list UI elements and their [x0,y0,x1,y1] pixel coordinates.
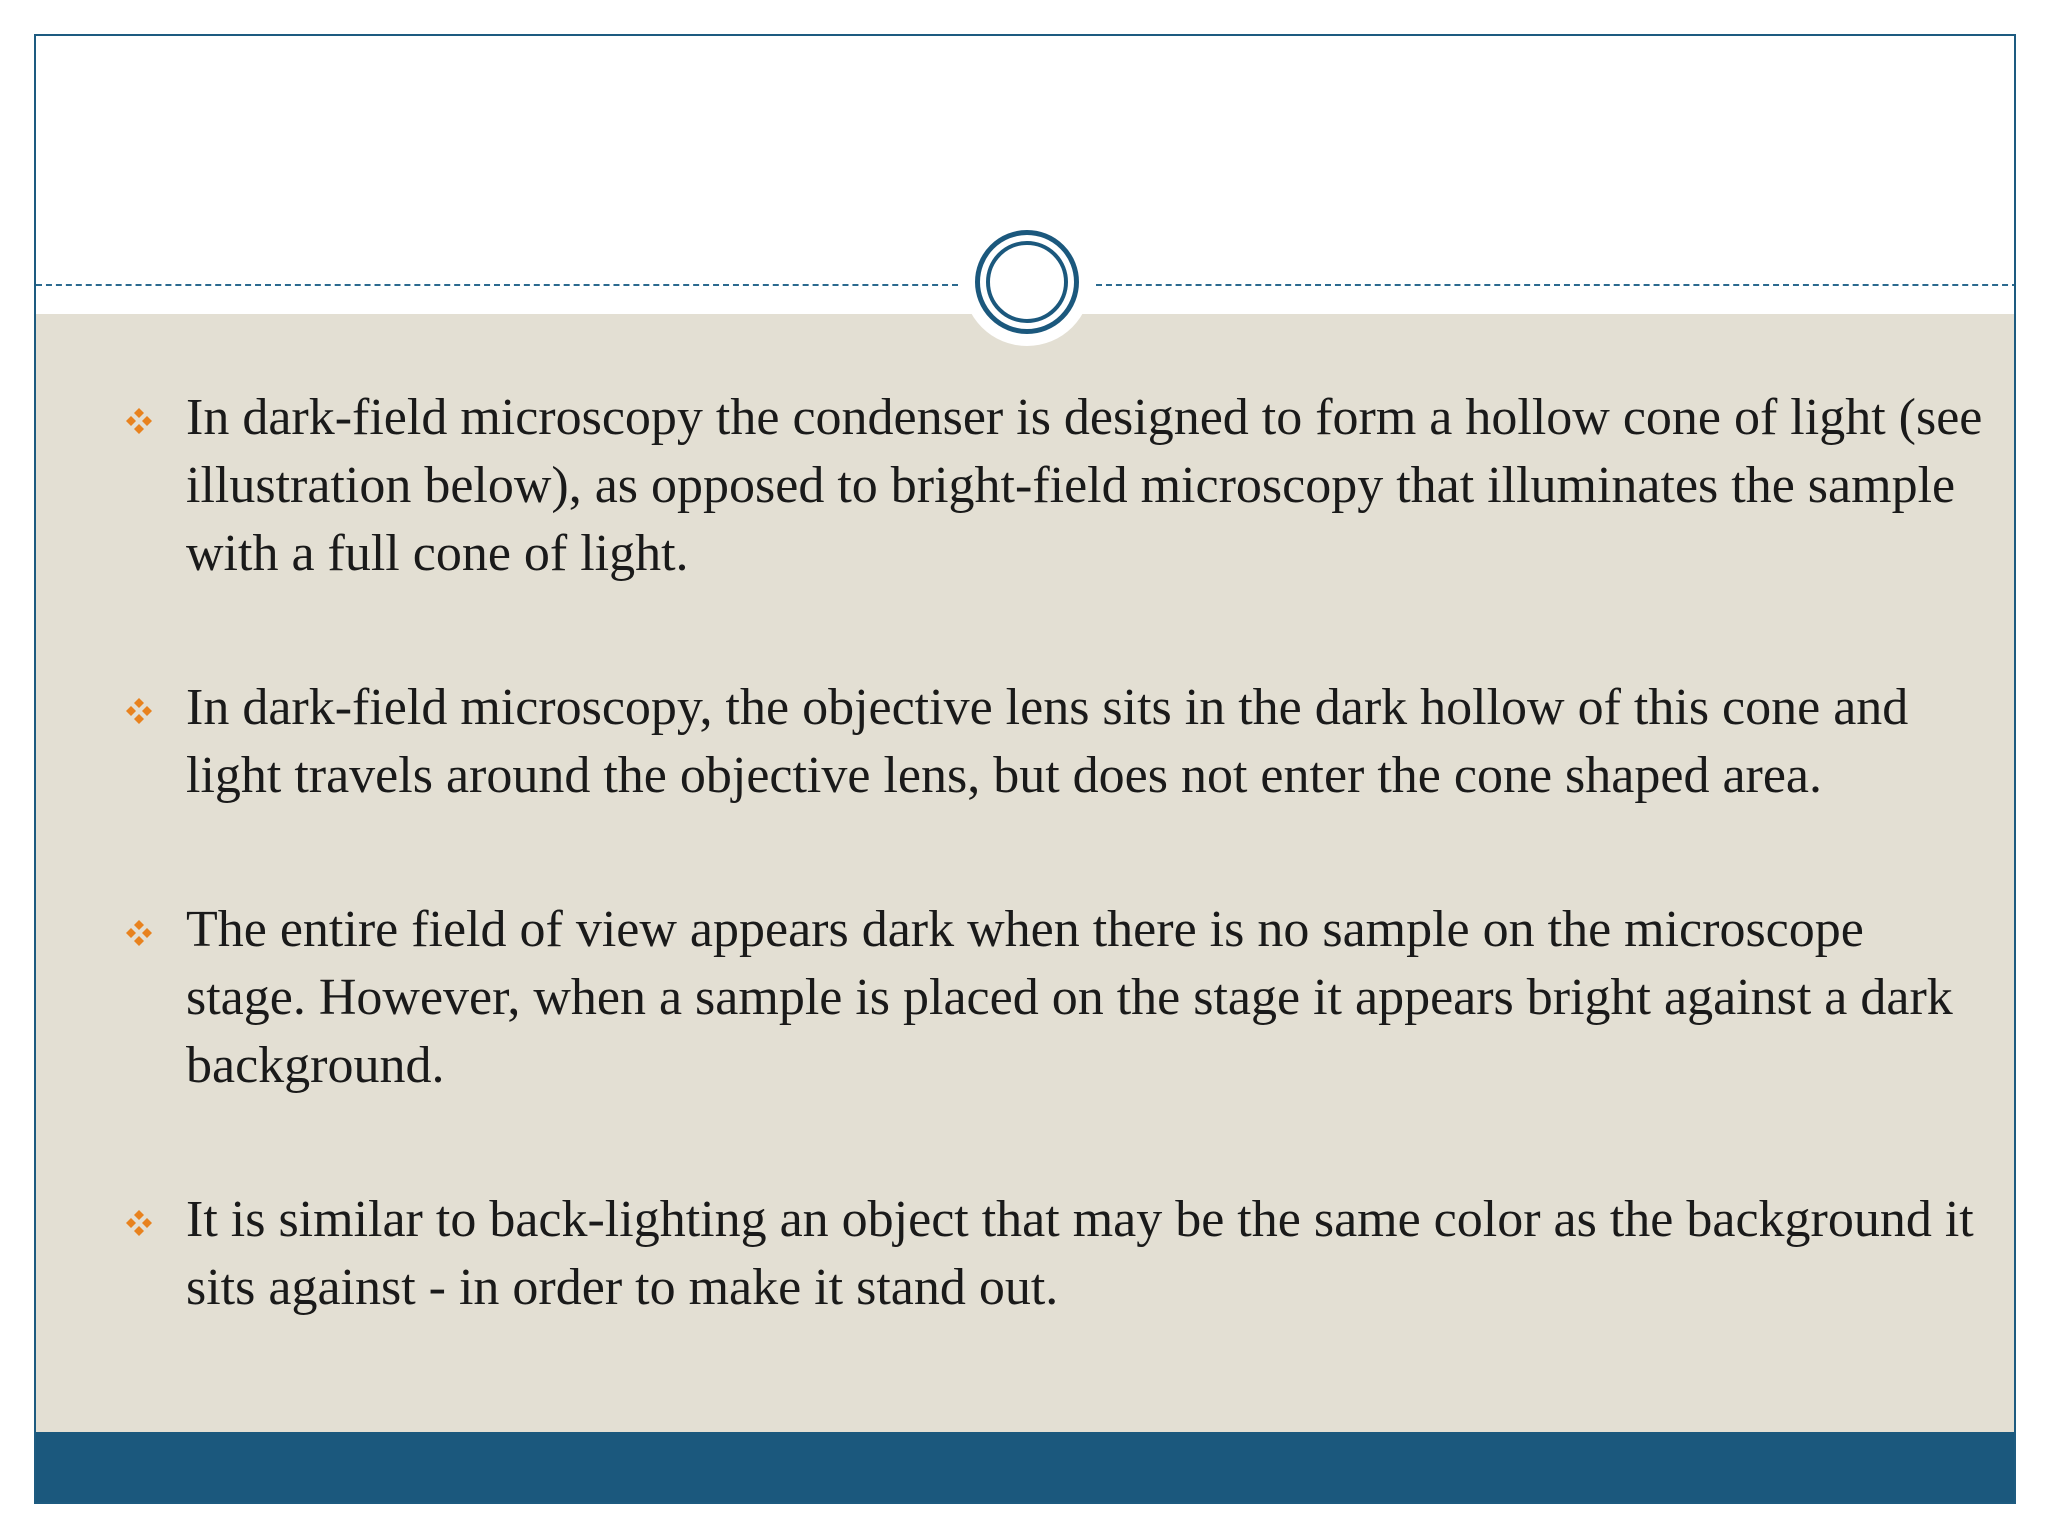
diamond-bullet-icon [124,406,154,436]
bullet-text: In dark-field microscopy the condenser is designed to form a hollow cone of light (see illustration below), as opposed to bright-field microscopy that illuminates the sample with a full cone of light. [186,389,1983,582]
bullet-item [96,384,1996,588]
bullet-text: It is similar to back-lighting an object that may be the same color as the background it sits against - in order to make it stand out. [186,1191,1974,1316]
footer-bar [36,1432,2014,1504]
divider-left [36,284,958,286]
diamond-bullet-icon [124,696,154,726]
circle-ornament-icon [963,218,1091,346]
circle-ring-outer [975,230,1079,334]
bullet-list [96,384,1996,1408]
bullet-item [96,896,1996,1100]
bullet-item [96,1186,1996,1322]
bullet-item [96,674,1996,810]
circle-ring-inner [986,241,1068,323]
divider-right [1096,284,2016,286]
slide [34,34,2016,1504]
diamond-bullet-icon [124,1208,154,1238]
diamond-bullet-icon [124,918,154,948]
bullet-text: The entire field of view appears dark when there is no sample on the microscope stage. However, when a sample is placed on the stage it appears bright against a dark background. [186,901,1953,1094]
bullet-text: In dark-field microscopy, the objective lens sits in the dark hollow of this cone and light travels around the objective lens, but does not enter the cone shaped area. [186,679,1909,804]
